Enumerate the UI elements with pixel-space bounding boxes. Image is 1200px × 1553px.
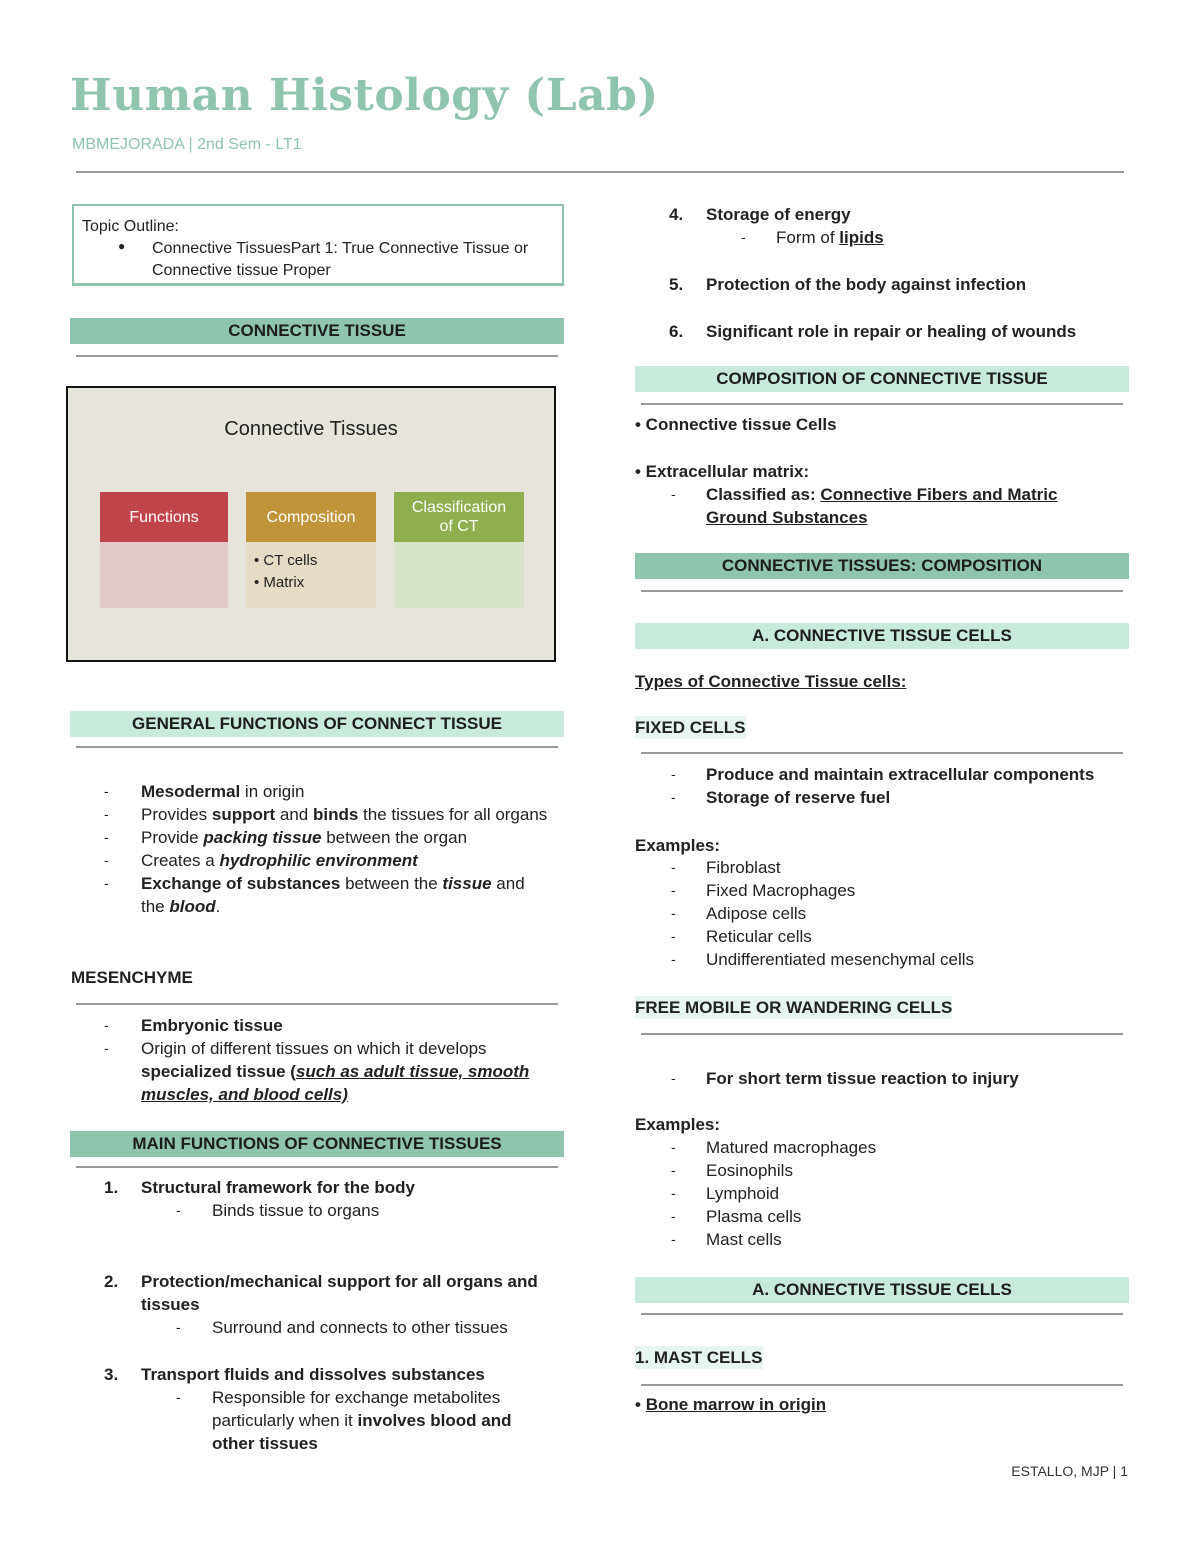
page-footer: ESTALLO, MJP | 1 [1011,1463,1128,1479]
list-item: - Eosinophils [671,1161,793,1180]
header-divider [76,171,1124,173]
free-cells-heading: FREE MOBILE OR WANDERING CELLS [635,998,953,1017]
connective-tissues-slide [66,386,556,662]
mast-cells-item: • Bone marrow in origin [635,1395,827,1414]
mesenchyme-heading: MESENCHYME [71,968,193,987]
slide-title: Connective Tissues [224,418,398,440]
list-item: - Matured macrophages [671,1138,877,1157]
document-subtitle: MBMEJORADA | 2nd Sem - LT1 [72,136,302,153]
mast-cells-heading: 1. MAST CELLS [635,1348,763,1367]
section-header-ct-cells-2: A. CONNECTIVE TISSUE CELLS [635,1277,1129,1303]
slide-composition-body [246,542,376,608]
section-divider [641,1313,1123,1315]
bullet-icon: ● [118,239,126,253]
section-divider [641,403,1123,405]
main-function-2: 2. Protection/mechanical support for all organs and tissues - Surround and connects to other tissues [104,1272,538,1337]
slide-composition-heading: Composition [246,492,376,542]
list-item: - Mast cells [671,1230,782,1249]
list-item: - Creates a hydrophilic environment [104,851,418,870]
slide-composition-item: • CT cells [254,552,318,569]
free-cells-list [671,1067,1151,1090]
list-item: - Fixed Macrophages [671,881,856,900]
main-function-1: 1. Structural framework for the body - Binds tissue to organs [104,1178,415,1220]
document-title: Human Histology (Lab) [70,70,659,121]
list-item: - Fibroblast [671,858,781,877]
slide-composition-item: • Matrix [254,574,305,591]
list-item: - Storage of reserve fuel [671,788,891,807]
section-header-composition: COMPOSITION OF CONNECTIVE TISSUE [635,366,1129,392]
list-item: - Embryonic tissue [104,1016,283,1035]
section-divider [641,1033,1123,1035]
list-item: - Undifferentiated mesenchymal cells [671,950,975,969]
slide-classification-heading: Classification of CT [394,492,524,542]
topic-outline-item: Connective TissuesPart 1: True Connective Tissue or Connective tissue Proper [152,240,529,279]
section-header-ct-cells: A. CONNECTIVE TISSUE CELLS [635,623,1129,649]
types-of-cells-heading: Types of Connective Tissue cells: [635,672,907,691]
slide-classification-body [394,542,524,608]
section-header-main-functions: MAIN FUNCTIONS OF CONNECTIVE TISSUES [70,1131,564,1157]
slide-functions-heading: Functions [100,492,228,542]
list-item: - Mesodermal in origin [104,782,305,801]
main-function-3: 3. Transport fluids and dissolves substances - Responsible for exchange metabolites particularly when it involves blood and other tissues [104,1365,512,1453]
main-function-6: 6. Significant role in repair or healing of wounds [669,322,1077,341]
list-item: - Provides support and binds the tissues for all organs [104,805,548,824]
list-item: - Adipose cells [671,904,807,923]
section-divider [641,590,1123,592]
list-item: - Lymphoid [671,1184,780,1203]
list-item: - For short term tissue reaction to injury [671,1069,1019,1088]
composition-item-matrix: • Extracellular matrix: [635,462,810,481]
slide-column-classification [394,492,524,608]
section-header-ct-composition: CONNECTIVE TISSUES: COMPOSITION [635,553,1129,579]
list-item: - Plasma cells [671,1207,802,1226]
list-item: - Exchange of substances between the tissue and the blood. [104,874,525,916]
section-divider [76,355,558,357]
fixed-cells-heading: FIXED CELLS [635,718,746,737]
section-divider [76,1003,558,1005]
list-item: - Provide packing tissue between the organ [104,828,468,847]
slide-column-functions [100,492,228,608]
section-header-general-functions: GENERAL FUNCTIONS OF CONNECT TISSUE [70,711,564,737]
mesenchyme-list [104,1014,574,1106]
topic-outline-label: Topic Outline: [82,218,179,235]
fixed-cells-list [671,763,1151,809]
section-divider [641,752,1123,754]
fixed-examples-label: Examples: [635,836,721,855]
slide-column-composition [246,492,376,608]
general-functions-list [104,780,574,918]
composition-item-matrix-detail: - Classified as: Connective Fibers and Matric Ground Substances [671,485,1058,527]
fixed-examples-list [671,856,1151,971]
section-divider [76,746,558,748]
free-examples-label: Examples: [635,1115,721,1134]
list-item: - Origin of different tissues on which it develops specialized tissue (such as adult tissue, smooth muscles, and blood cells) [104,1039,530,1104]
main-function-5: 5. Protection of the body against infection [669,275,1027,294]
topic-outline-box [72,204,564,286]
free-examples-list [671,1136,1151,1251]
section-divider [76,1166,558,1168]
section-header-connective-tissue: CONNECTIVE TISSUE [70,318,564,344]
composition-item-cells: • Connective tissue Cells [635,415,837,434]
list-item: - Reticular cells [671,927,812,946]
slide-functions-body [100,542,228,608]
section-divider [641,1384,1123,1386]
main-function-4: 4. Storage of energy - Form of lipids [669,205,884,247]
list-item: - Produce and maintain extracellular components [671,765,1095,784]
